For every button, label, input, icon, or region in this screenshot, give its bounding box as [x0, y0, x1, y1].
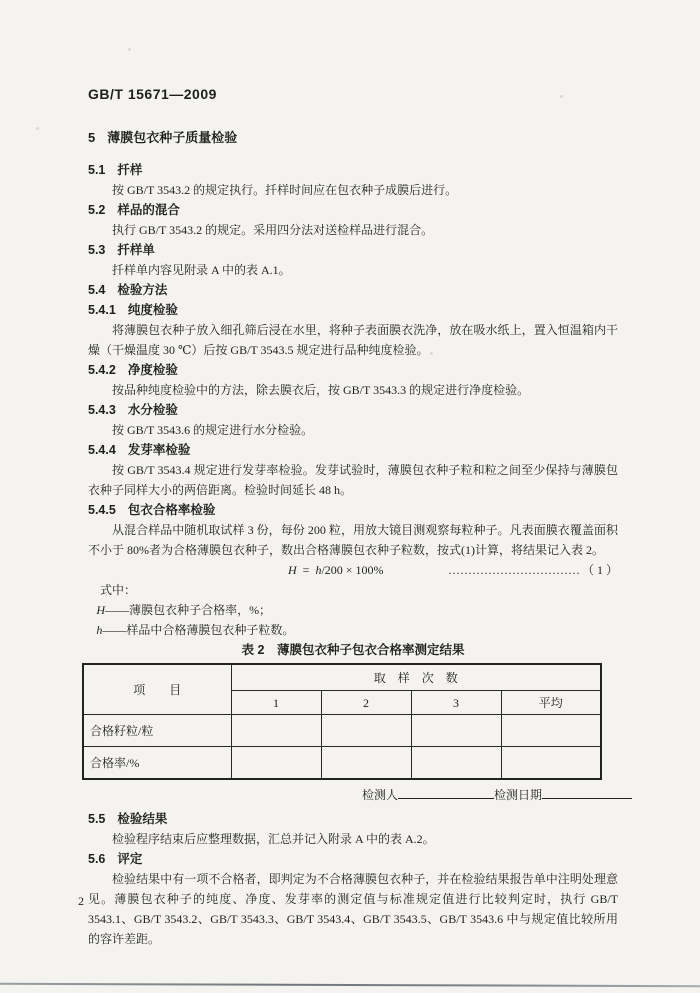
- empty-cell: [501, 747, 601, 780]
- section-title: 检验方法: [117, 283, 168, 297]
- header-cell-3: 3: [411, 691, 501, 715]
- definition-text: 样品中合格薄膜包衣种子粒数。: [126, 623, 295, 637]
- section-title: 发芽率检验: [127, 443, 191, 457]
- section-heading-5-6: [88, 849, 618, 869]
- section-heading-5-4-2: [88, 360, 618, 380]
- dash: ——: [102, 623, 127, 637]
- section-number: 5.5: [88, 812, 106, 826]
- section-heading-5-4-5: [88, 500, 618, 520]
- section-number: 5.4.3: [88, 403, 116, 417]
- section-heading-5-4-4: [88, 440, 618, 460]
- section-number: 5.4.1: [88, 303, 116, 317]
- section-heading-5-4-1: [88, 300, 618, 320]
- table-header-row-1: [83, 664, 601, 691]
- section-title: 薄膜包衣种子质量检验: [107, 130, 238, 145]
- section-title: 纯度检验: [127, 303, 178, 317]
- definition-H: [88, 600, 618, 620]
- section-title: 水分检验: [127, 403, 178, 417]
- section-heading-5-3: [88, 240, 618, 260]
- section-number: 5.2: [88, 203, 106, 217]
- inspector-blank: [398, 787, 494, 799]
- paragraph-5-6: 检验结果中有一项不合格者，即判定为不合格薄膜包衣种子，并在检验结果报告单中注明处理意见。薄膜包衣种子的纯度、净度、发芽率的测定值与标准规定值进行比较判定时，执行 GB/T 3543.1、GB/T 3543.2、GB/T 3543.3、GB/T 3543.4、GB/T 3543.5、GB/T 3543.6 中与规定值比较所用的容许差距。: [88, 872, 618, 946]
- page-number: 2: [78, 894, 84, 908]
- section-number: 5.6: [88, 852, 106, 866]
- section-heading-5: [88, 128, 618, 148]
- empty-cell: [231, 747, 321, 780]
- equation-1: [88, 560, 618, 580]
- section-number: 5.4: [88, 283, 106, 297]
- header-cell-average: 平均: [501, 691, 601, 715]
- scan-speck: [36, 127, 39, 130]
- empty-cell: [411, 747, 501, 780]
- formula-var-h: h: [315, 563, 322, 577]
- section-number: 5.4.5: [88, 503, 116, 517]
- symbol-H: H: [96, 603, 106, 617]
- paragraph-5-4-3: 按 GB/T 3543.6 的规定进行水分检验。: [112, 423, 314, 437]
- section-number: 5.3: [88, 243, 106, 257]
- section-heading-5-2: [88, 200, 618, 220]
- definition-text: 薄膜包衣种子合格率，%；: [129, 603, 272, 617]
- section-number: 5.1: [88, 163, 106, 177]
- paragraph-5-2: 执行 GB/T 3543.2 的规定。采用四分法对送检样品进行混合。: [112, 223, 434, 237]
- section-heading-5-1: [88, 160, 618, 180]
- section-title: 评定: [117, 852, 143, 866]
- header-cell-1: 1: [231, 691, 321, 715]
- section-heading-5-4: [88, 280, 618, 300]
- paragraph-5-4-1: 将薄膜包衣种子放入细孔筛后浸在水里，将种子表面膜衣洗净，放在吸水纸上，置入恒温箱内干燥（干燥温度 30 ℃）后按 GB/T 3543.5 规定进行品种纯度检验。: [88, 323, 618, 357]
- inspection-date-label: 检测日期: [493, 788, 542, 802]
- section-title: 样品的混合: [117, 203, 180, 217]
- formula-var-H: H: [288, 563, 297, 577]
- row-label-qualified-seeds: 合格籽粒/粒: [83, 715, 231, 747]
- section-title: 扦样单: [117, 243, 155, 257]
- section-title: 净度检验: [127, 363, 178, 377]
- scan-bottom-edge: [0, 983, 700, 987]
- signature-line: [88, 785, 632, 805]
- document-content: [88, 84, 618, 949]
- symbol-h: h: [96, 623, 103, 637]
- date-blank: [542, 787, 632, 799]
- paragraph-5-4-2: 按品种纯度检验中的方法，除去膜衣后，按 GB/T 3543.3 的规定进行净度检验。: [112, 383, 530, 397]
- section-number: 5.4.4: [88, 443, 116, 457]
- paragraph-5-5: 检验程序结束后应整理数据，汇总并记入附录 A 中的表 A.2。: [112, 832, 435, 846]
- empty-cell: [231, 715, 321, 747]
- dash: ——: [105, 603, 130, 617]
- table-row: [83, 747, 601, 780]
- equation-number: （ 1 ）: [581, 563, 618, 577]
- paragraph-5-4-4: 按 GB/T 3543.4 规定进行发芽率检验。发芽试验时，薄膜包衣种子粒和粒之间至少保持与薄膜包衣种子同样大小的两倍距离。检验时间延长 48 h。: [88, 463, 618, 497]
- section-title: 扦样: [117, 163, 143, 177]
- section-number: 5: [88, 130, 96, 145]
- formula-rest: /200 × 100%: [321, 563, 384, 577]
- section-title: 检验结果: [117, 812, 168, 826]
- table-row: [83, 715, 601, 747]
- empty-cell: [411, 715, 501, 747]
- empty-cell: [321, 747, 411, 780]
- empty-cell: [321, 715, 411, 747]
- section-heading-5-5: [88, 809, 618, 829]
- dot-leader: ……………………………: [447, 563, 580, 577]
- formula-expression: [288, 560, 384, 580]
- definition-h: [88, 620, 618, 640]
- table-2: [82, 663, 602, 780]
- paragraph-5-4-5: 从混合样品中随机取试样 3 份，每份 200 粒，用放大镜目测观察每粒种子。凡表面膜衣覆盖面积不小于 80%者为合格薄膜包衣种子，数出合格薄膜包衣种子粒数，按式(1)计算，将结果记入表 2。: [88, 523, 618, 557]
- row-label-qualified-rate: 合格率/%: [83, 747, 231, 780]
- section-title: 包衣合格率检验: [127, 503, 216, 517]
- section-number: 5.4.2: [88, 363, 116, 377]
- scan-speck: [128, 48, 131, 51]
- paragraph-5-1: 按 GB/T 3543.2 的规定执行。扦样时间应在包衣种子成膜后进行。: [112, 183, 458, 197]
- standard-number: GB/T 15671—2009: [88, 86, 217, 102]
- header-cell-item: 项 目: [83, 664, 231, 715]
- equals-sign: =: [302, 563, 310, 577]
- inspector-label: 检测人: [361, 788, 398, 802]
- header-cell-2: 2: [321, 691, 411, 715]
- empty-cell: [501, 715, 601, 747]
- where-label: 式中：: [100, 583, 137, 597]
- paragraph-5-3: 扦样单内容见附录 A 中的表 A.1。: [112, 263, 291, 277]
- section-heading-5-4-3: [88, 400, 618, 420]
- header-cell-sampling-times: 取 样 次 数: [231, 664, 601, 691]
- table-2-caption: 表 2 薄膜包衣种子包衣合格率测定结果: [241, 643, 465, 657]
